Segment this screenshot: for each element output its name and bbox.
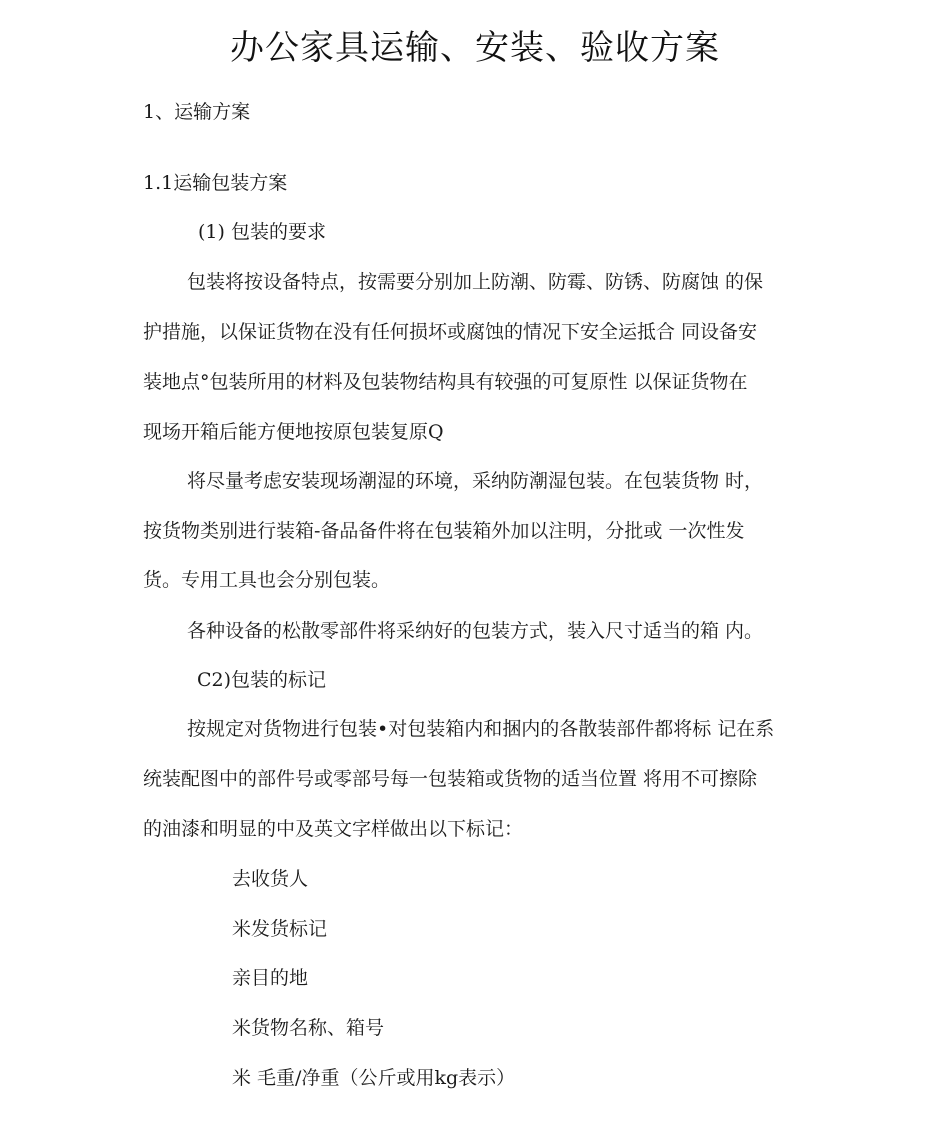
subheading-packaging-requirements: (1) 包装的要求: [198, 221, 326, 243]
paragraph-line: 各种设备的松散零部件将采纳好的包装方式，装入尺寸适当的箱 内。: [187, 620, 764, 642]
list-item: 米发货标记: [232, 918, 328, 940]
document-title: 办公家具运输、安装、验收方案: [230, 28, 720, 68]
list-item: 米货物名称、箱号: [232, 1017, 385, 1039]
paragraph-line: 按货物类别进行装箱-备品备件将在包装箱外加以注明，分批或 一次性发: [143, 520, 745, 542]
paragraph-line: 将尽量考虑安装现场潮湿的环境，采纳防潮湿包装。在包装货物 时，: [187, 470, 764, 492]
paragraph-line: 按规定对货物进行包装•对包装箱内和捆内的各散装部件都将标 记在系: [187, 718, 775, 740]
section-heading-1-1: 1.1运输包装方案: [143, 172, 288, 194]
paragraph-line: 统装配图中的部件号或零部号每一包装箱或货物的适当位置 将用不可擦除: [143, 768, 758, 790]
paragraph-line: 现场开箱后能方便地按原包装复原Q: [143, 421, 444, 443]
list-item: 米 毛重/净重（公斤或用kg表示）: [232, 1067, 516, 1089]
section-heading-1: 1、运输方案: [143, 101, 251, 123]
paragraph-line: 的油漆和明显的中及英文字样做出以下标记：: [143, 818, 524, 840]
paragraph-line: 装地点°包装所用的材料及包装物结构具有较强的可复原性 以保证货物在: [143, 371, 748, 393]
paragraph-line: 货。专用工具也会分别包装。: [143, 569, 391, 591]
subheading-packaging-marks: C2)包装的标记: [197, 669, 327, 691]
paragraph-line: 护措施，以保证货物在没有任何损坏或腐蚀的情况下安全运抵合 同设备安: [143, 321, 758, 343]
paragraph-line: 包装将按设备特点，按需要分别加上防潮、防霉、防锈、防腐蚀 的保: [187, 271, 764, 293]
list-item: 去收货人: [232, 868, 309, 890]
list-item: 亲目的地: [232, 967, 309, 989]
